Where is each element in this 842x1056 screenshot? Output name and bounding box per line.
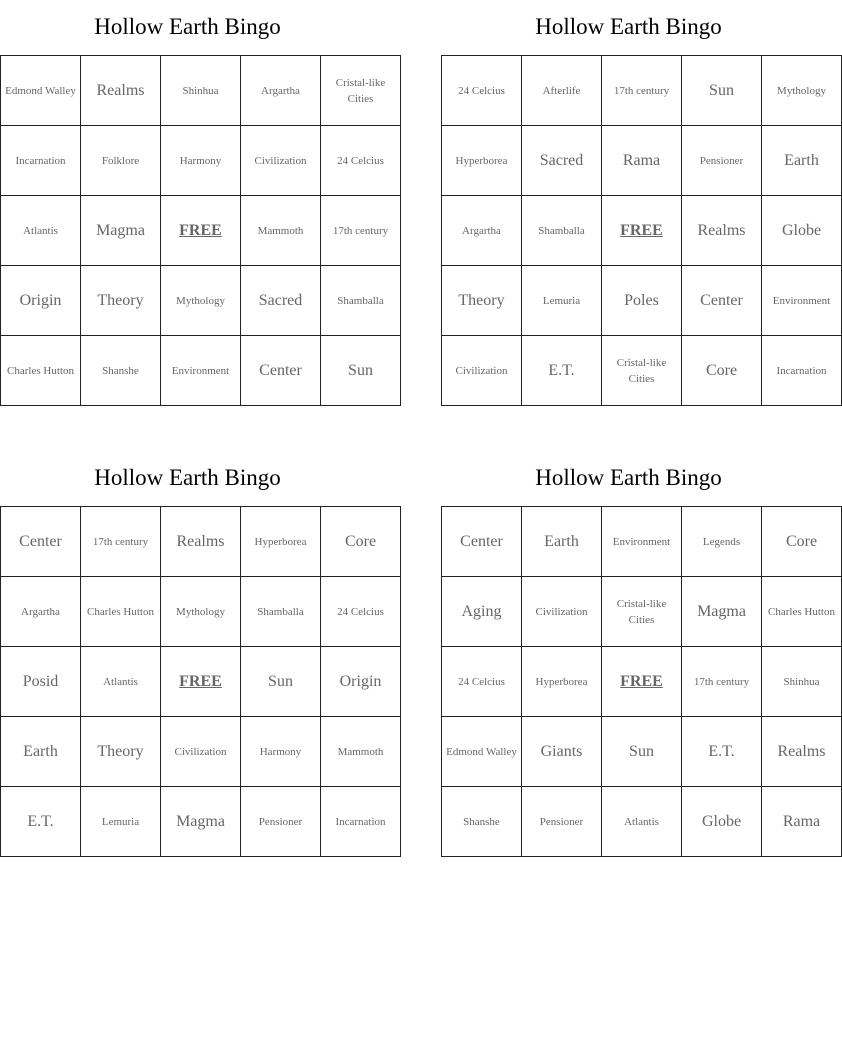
bingo-cell: Posid [1, 647, 81, 717]
bingo-cell: Sun [602, 717, 682, 787]
bingo-cell: E.T. [682, 717, 762, 787]
bingo-cell: Pensioner [241, 787, 321, 857]
bingo-cell: Globe [682, 787, 762, 857]
bingo-cell: Sun [682, 56, 762, 126]
bingo-cell: Incarnation [1, 126, 81, 196]
bingo-cell: Folklore [81, 126, 161, 196]
grid-row [1, 577, 401, 647]
bingo-cell: 24 Celcius [321, 577, 401, 647]
bingo-cell: Shamballa [522, 196, 602, 266]
bingo-cell: Rama [762, 787, 842, 857]
bingo-cell: Shinhua [762, 647, 842, 717]
grid-row [442, 126, 842, 196]
bingo-cell: Charles Hutton [1, 336, 81, 406]
bingo-cell: Theory [81, 266, 161, 336]
bingo-cell: Incarnation [762, 336, 842, 406]
grid-row [1, 507, 401, 577]
bingo-cell: Argartha [442, 196, 522, 266]
bingo-cell: Mythology [762, 56, 842, 126]
bingo-cell: Environment [602, 507, 682, 577]
bingo-cell: Hyperborea [442, 126, 522, 196]
bingo-grid [441, 506, 842, 857]
grid-row [442, 196, 842, 266]
grid-row [1, 717, 401, 787]
bingo-cell: Core [762, 507, 842, 577]
bingo-cell: Core [321, 507, 401, 577]
bingo-grid [441, 55, 842, 406]
bingo-cell: Civilization [241, 126, 321, 196]
bingo-cell: Charles Hutton [762, 577, 842, 647]
bingo-cell: Realms [161, 507, 241, 577]
bingo-cell: Pensioner [682, 126, 762, 196]
bingo-cell: Center [241, 336, 321, 406]
bingo-cell: 24 Celcius [442, 56, 522, 126]
bingo-cell: Earth [762, 126, 842, 196]
bingo-cell: Sun [241, 647, 321, 717]
grid-row [442, 717, 842, 787]
bingo-cell: Magma [682, 577, 762, 647]
bingo-cell: E.T. [522, 336, 602, 406]
bingo-cell: Realms [682, 196, 762, 266]
bingo-cell: Charles Hutton [81, 577, 161, 647]
bingo-cell: Shinhua [161, 56, 241, 126]
bingo-cell: Realms [762, 717, 842, 787]
bingo-cell: Mammoth [321, 717, 401, 787]
bingo-cell: Center [442, 507, 522, 577]
bingo-cell: Center [1, 507, 81, 577]
bingo-cell: Aging [442, 577, 522, 647]
bingo-cell: Rama [602, 126, 682, 196]
grid-row [442, 336, 842, 406]
grid-row [442, 507, 842, 577]
bingo-cell: Incarnation [321, 787, 401, 857]
grid-row [1, 266, 401, 336]
bingo-cell: Argartha [1, 577, 81, 647]
card-title: Hollow Earth Bingo [535, 465, 722, 490]
grid-row [442, 577, 842, 647]
bingo-cell: E.T. [1, 787, 81, 857]
bingo-cell: Hyperborea [522, 647, 602, 717]
grid-row [1, 126, 401, 196]
bingo-cell: Afterlife [522, 56, 602, 126]
bingo-cell: Edmond Walley [1, 56, 81, 126]
bingo-cell: 17th century [682, 647, 762, 717]
bingo-cell: Harmony [161, 126, 241, 196]
grid-row [442, 266, 842, 336]
bingo-cell: Magma [81, 196, 161, 266]
bingo-cell: Theory [442, 266, 522, 336]
bingo-cell: Atlantis [1, 196, 81, 266]
bingo-cell: Sacred [522, 126, 602, 196]
bingo-cell: Mammoth [241, 196, 321, 266]
grid-row [1, 647, 401, 717]
bingo-cell: Legends [682, 507, 762, 577]
bingo-cell: 17th century [321, 196, 401, 266]
free-space-cell: FREE [602, 196, 682, 266]
card-title: Hollow Earth Bingo [535, 14, 722, 39]
bingo-cell: Origin [1, 266, 81, 336]
bingo-cell: 17th century [602, 56, 682, 126]
bingo-cell: Atlantis [602, 787, 682, 857]
free-space-cell: FREE [161, 196, 241, 266]
bingo-cell: Hyperborea [241, 507, 321, 577]
bingo-cell: Civilization [442, 336, 522, 406]
bingo-cell: Environment [161, 336, 241, 406]
bingo-cell: Atlantis [81, 647, 161, 717]
bingo-cell: Mythology [161, 266, 241, 336]
bingo-cell: Sun [321, 336, 401, 406]
bingo-cell: Sacred [241, 266, 321, 336]
bingo-cell: Origin [321, 647, 401, 717]
bingo-cell: 24 Celcius [321, 126, 401, 196]
card-title: Hollow Earth Bingo [94, 465, 281, 490]
grid-row [1, 336, 401, 406]
grid-row [1, 196, 401, 266]
grid-row [1, 787, 401, 857]
card-title: Hollow Earth Bingo [94, 14, 281, 39]
bingo-cell: Earth [522, 507, 602, 577]
free-space-cell: FREE [602, 647, 682, 717]
bingo-cell: Realms [81, 56, 161, 126]
bingo-cell: Magma [161, 787, 241, 857]
bingo-cell: Lemuria [522, 266, 602, 336]
free-space-cell: FREE [161, 647, 241, 717]
bingo-cell: Argartha [241, 56, 321, 126]
bingo-cell: Mythology [161, 577, 241, 647]
bingo-cell: Giants [522, 717, 602, 787]
bingo-cell: Earth [1, 717, 81, 787]
bingo-cell: Center [682, 266, 762, 336]
bingo-cell: Poles [602, 266, 682, 336]
bingo-cell: Civilization [522, 577, 602, 647]
bingo-cell: Pensioner [522, 787, 602, 857]
bingo-cell: Cristal-like Cities [602, 336, 682, 406]
bingo-cell: Globe [762, 196, 842, 266]
bingo-grid [0, 55, 401, 406]
bingo-cell: Civilization [161, 717, 241, 787]
bingo-cell: Shanshe [442, 787, 522, 857]
bingo-cell: 24 Celcius [442, 647, 522, 717]
bingo-cell: Cristal-like Cities [321, 56, 401, 126]
bingo-cell: Cristal-like Cities [602, 577, 682, 647]
bingo-cell: Theory [81, 717, 161, 787]
bingo-grid [0, 506, 401, 857]
grid-row [442, 56, 842, 126]
grid-row [442, 787, 842, 857]
bingo-cell: Edmond Walley [442, 717, 522, 787]
bingo-cell: Shanshe [81, 336, 161, 406]
bingo-cell: Shamballa [321, 266, 401, 336]
bingo-cell: Lemuria [81, 787, 161, 857]
bingo-cell: Environment [762, 266, 842, 336]
grid-row [1, 56, 401, 126]
grid-row [442, 647, 842, 717]
bingo-cell: Core [682, 336, 762, 406]
bingo-cell: 17th century [81, 507, 161, 577]
bingo-cell: Harmony [241, 717, 321, 787]
bingo-cell: Shamballa [241, 577, 321, 647]
